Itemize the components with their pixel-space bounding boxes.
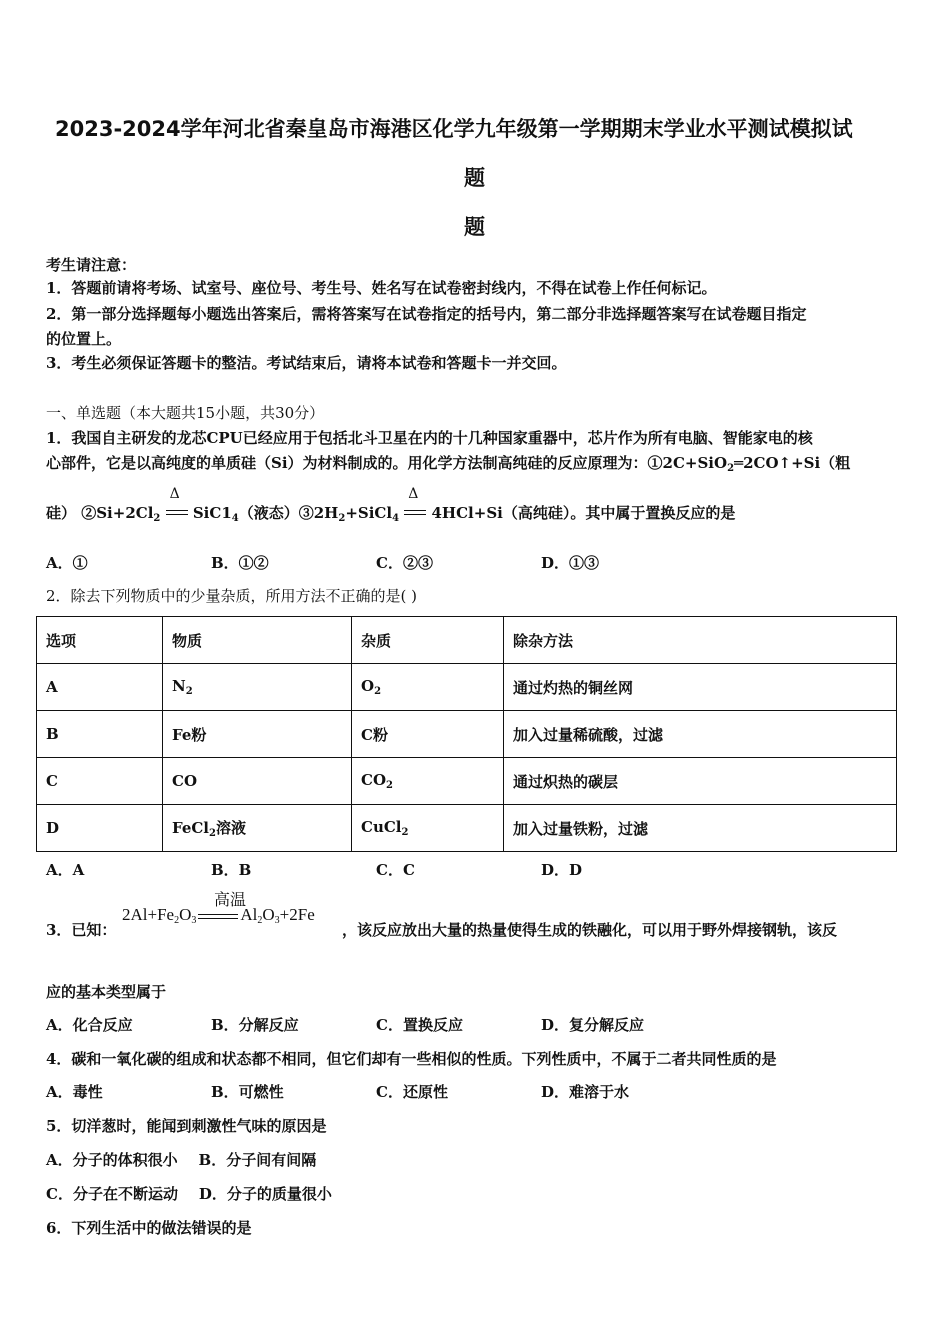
q1-stem-line2: 心部件，它是以高纯度的单质硅（Si）为材料制成的。用化学方法制高纯硅的反应原理为：①2C+SiO$_2$═2CO↑+Si（粗: [46, 454, 851, 474]
notice-item: 1．答题前请将考场、试室号、座位号、考生号、姓名写在试卷密封线内，不得在试卷上作任何标记。: [46, 279, 717, 297]
table-cell: 加入过量铁粉，过滤: [504, 805, 897, 852]
table-header: 物质: [163, 617, 352, 664]
q5-options-row2[interactable]: C．分子在不断运动 D．分子的质量很小: [46, 1185, 332, 1203]
q1-option-c[interactable]: C．②③: [376, 554, 433, 572]
table-cell: $O_2$: [352, 664, 504, 711]
table-row: [37, 758, 897, 805]
q3-stem-line2: 应的基本类型属于: [46, 983, 167, 1001]
q1-option-b[interactable]: B．①②: [211, 554, 269, 572]
notice-item: 3．考生必须保证答题卡的整洁。考试结束后，请将本试卷和答题卡一并交回。: [46, 354, 567, 372]
q1-stem-line1: 1．我国自主研发的龙芯CPU已经应用于包括北斗卫星在内的十几种国家重器中，芯片作为所有电脑、智能家电的核: [46, 429, 813, 447]
q2-table: [36, 616, 897, 852]
table-header-row: [37, 617, 897, 664]
heat-arrow: Δ: [404, 508, 426, 520]
q5-options-row1[interactable]: A．分子的体积很小 B．分子间有间隔: [46, 1151, 317, 1169]
notice-item: 的位置上。: [46, 330, 122, 348]
notice-heading: 考生请注意：: [46, 256, 137, 274]
q3-option-c[interactable]: C．置换反应: [376, 1016, 463, 1034]
q4-stem: 4．碳和一氧化碳的组成和状态都不相同，但它们却有一些相似的性质。下列性质中，不属于二者共同性质的是: [46, 1050, 777, 1068]
q6-stem: 6．下列生活中的做法错误的是: [46, 1219, 252, 1237]
table-header: 杂质: [352, 617, 504, 664]
q4-option-d[interactable]: D．难溶于水: [541, 1083, 630, 1101]
q1-option-a[interactable]: A．①: [46, 554, 88, 572]
page-title-line3: 题: [464, 215, 485, 239]
q4-option-a[interactable]: A．毒性: [46, 1083, 103, 1101]
table-cell: 加入过量稀硫酸，过滤: [504, 711, 897, 758]
table-header: 除杂方法: [504, 617, 897, 664]
q1-stem-line3: 硅） $②Si+2Cl_2$ Δ $SiC1_4$（液态）$③2H_2+SiCl_4$ Δ 4HCl+Si（高纯硅）。其中属于置换反应的是: [46, 486, 736, 524]
table-row: [37, 805, 897, 852]
q2-option-c[interactable]: C．C: [376, 861, 415, 879]
page-title-line1: 2023-2024学年河北省秦皇岛市海港区化学九年级第一学期期末学业水平测试模拟试: [55, 117, 853, 141]
q5-stem: 5．切洋葱时，能闻到刺激性气味的原因是: [46, 1117, 327, 1135]
q3-option-b[interactable]: B．分解反应: [211, 1016, 299, 1034]
q3-option-d[interactable]: D．复分解反应: [541, 1016, 645, 1034]
table-header: 选项: [37, 617, 163, 664]
q2-option-b[interactable]: B．B: [211, 861, 252, 879]
table-cell: A: [37, 664, 163, 711]
q4-option-b[interactable]: B．可燃性: [211, 1083, 284, 1101]
table-row: [37, 664, 897, 711]
notice-item: 2．第一部分选择题每小题选出答案后，需将答案写在试卷指定的括号内，第二部分非选择题答案写在试卷题目指定: [46, 305, 807, 323]
thermite-equation: 高温 $2Al+Fe_2O_3$ $Al_2O_3+2Fe$: [122, 892, 315, 926]
table-cell: FeCl$_2$溶液: [163, 805, 352, 852]
table-cell: CuCl$_2$: [352, 805, 504, 852]
q3-prefix: 3．已知：: [46, 921, 117, 939]
table-cell: CO: [163, 758, 352, 805]
section-heading: 一、单选题（本大题共15小题，共30分）: [46, 404, 325, 422]
table-cell: $N_2$: [163, 664, 352, 711]
table-cell: 通过炽热的碳层: [504, 758, 897, 805]
q3-option-a[interactable]: A．化合反应: [46, 1016, 133, 1034]
q2-option-d[interactable]: D．D: [541, 861, 583, 879]
q3-stem-suffix: ，该反应放出大量的热量使得生成的铁融化，可以用于野外焊接钢轨，该反: [342, 921, 838, 939]
table-cell: B: [37, 711, 163, 758]
q2-option-a[interactable]: A．A: [46, 861, 85, 879]
q2-stem: 2．除去下列物质中的少量杂质，所用方法不正确的是( ): [46, 587, 418, 605]
q4-option-c[interactable]: C．还原性: [376, 1083, 448, 1101]
table-row: [37, 711, 897, 758]
table-cell: C: [37, 758, 163, 805]
page-title-line2: 题: [464, 166, 485, 190]
table-cell: Fe粉: [163, 711, 352, 758]
table-cell: $CO_2$: [352, 758, 504, 805]
table-cell: C粉: [352, 711, 504, 758]
q1-option-d[interactable]: D．①③: [541, 554, 600, 572]
heat-arrow: Δ: [166, 508, 188, 520]
table-cell: D: [37, 805, 163, 852]
table-cell: 通过灼热的铜丝网: [504, 664, 897, 711]
